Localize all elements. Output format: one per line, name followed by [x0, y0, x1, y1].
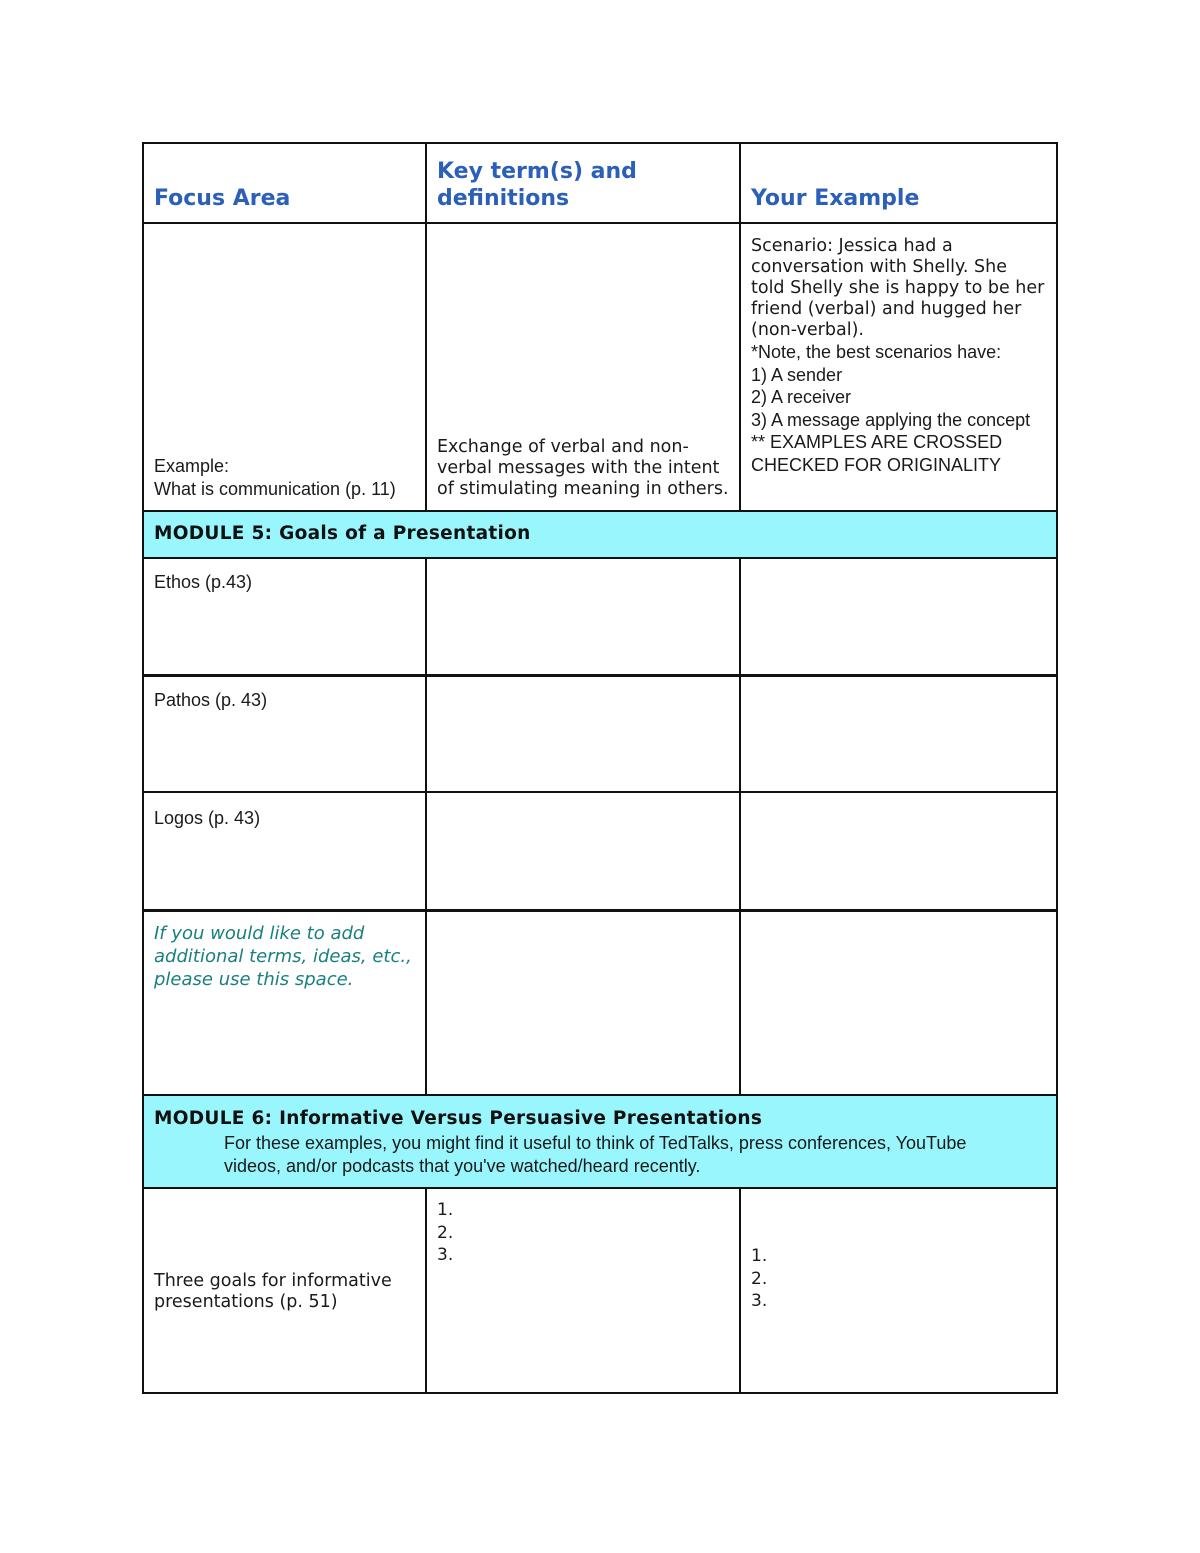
- ethos-example-cell[interactable]: [741, 559, 1056, 674]
- pathos-example-cell[interactable]: [741, 677, 1056, 791]
- module-6-title: MODULE 6: Informative Versus Persuasive Presentations: [154, 1108, 763, 1129]
- example-scenario: Scenario: Jessica had a conversation with Shelly. She told Shelly she is happy to be her friend (verbal) and hugged her (non-verbal).: [751, 236, 1045, 340]
- example-row: [144, 224, 1056, 510]
- list-item: 3.: [437, 1245, 454, 1265]
- header-key-terms: Key term(s) and definitions: [437, 159, 637, 211]
- example-item-2: 2) A receiver: [751, 387, 852, 407]
- logos-label: Logos (p. 43): [154, 808, 261, 828]
- example-definition-cell: [427, 224, 741, 510]
- goals-list-examples: [751, 1245, 1046, 1313]
- goals-label: Three goals for informative presentations (p. 51): [154, 1271, 392, 1312]
- header-cell-focus: [144, 144, 427, 222]
- header-your-example: Your Example: [751, 186, 920, 211]
- list-item: 1.: [751, 1246, 768, 1266]
- additional-definition-cell[interactable]: [427, 912, 741, 1094]
- ethos-label: Ethos (p.43): [154, 572, 253, 592]
- list-item: 2.: [437, 1222, 454, 1243]
- goals-row: [144, 1189, 1056, 1392]
- additional-example-cell[interactable]: [741, 912, 1056, 1094]
- example-focus-text: What is communication (p. 11): [154, 478, 396, 499]
- example-label: Example:: [154, 456, 230, 476]
- pathos-definition-cell[interactable]: [427, 677, 741, 791]
- goals-definition-cell[interactable]: [427, 1189, 741, 1392]
- header-focus-area: Focus Area: [154, 186, 291, 211]
- example-note: *Note, the best scenarios have:: [751, 342, 1002, 362]
- additional-note: If you would like to add additional terms, ideas, etc., please use this space.: [154, 923, 412, 990]
- logos-row: [144, 793, 1056, 909]
- logos-example-cell[interactable]: [741, 793, 1056, 909]
- ethos-row: [144, 559, 1056, 674]
- ethos-label-cell: [144, 559, 427, 674]
- notes-table: [142, 142, 1058, 1394]
- additional-label-cell: [144, 912, 427, 1094]
- list-item: 3.: [751, 1291, 768, 1311]
- example-definition: Exchange of verbal and non-verbal messages with the intent of stimulating meaning in others.: [437, 437, 729, 499]
- module-5-band: [144, 512, 1056, 557]
- goals-list-definitions: [437, 1199, 729, 1267]
- example-item-3: 3) A message applying the concept: [751, 409, 1031, 430]
- goals-example-cell[interactable]: [741, 1189, 1056, 1392]
- list-item: 2.: [751, 1268, 768, 1289]
- goals-label-cell: [144, 1189, 427, 1392]
- example-focus-cell: [144, 224, 427, 510]
- pathos-label-cell: [144, 677, 427, 791]
- module-6-subtitle: For these examples, you might find it useful to think of TedTalks, press conferences, YouTube videos, and/or podcasts that you've watched/heard recently.: [224, 1133, 967, 1176]
- module-6-band: [144, 1096, 1056, 1187]
- example-item-1: 1) A sender: [751, 364, 843, 385]
- header-cell-key-terms: [427, 144, 741, 222]
- list-item: 1.: [437, 1200, 454, 1220]
- ethos-definition-cell[interactable]: [427, 559, 741, 674]
- module-5-title: MODULE 5: Goals of a Presentation: [154, 523, 531, 544]
- pathos-label: Pathos (p. 43): [154, 690, 268, 710]
- logos-definition-cell[interactable]: [427, 793, 741, 909]
- pathos-row: [144, 677, 1056, 791]
- table-header-row: [144, 144, 1056, 222]
- logos-label-cell: [144, 793, 427, 909]
- example-scenario-cell: [741, 224, 1056, 510]
- header-cell-example: [741, 144, 1056, 222]
- example-warning: ** EXAMPLES ARE CROSSED CHECKED FOR ORIGINALITY: [751, 432, 1003, 475]
- additional-row: [144, 912, 1056, 1094]
